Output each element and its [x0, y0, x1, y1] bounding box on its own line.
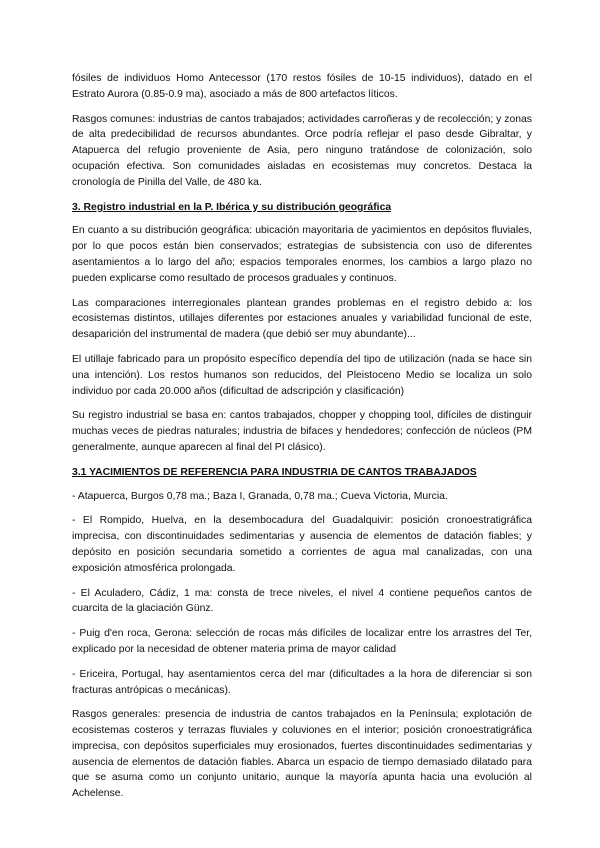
paragraph-rasgos-generales: Rasgos generales: presencia de industria de cantos trabajados en la Península; explotación de ecosistemas costeros y terrazas fluviales y coluviones en el interior; posición cronoestratigráfica imprecisa, con depósitos superficiales muy erosionados, fuertes discontinuidades sedimentarias y ausencia de elementos de datación fiables. Abarca un espacio de tiempo demasiado dilatado para que se asuma como un conjunto unitario, aunque la mayoría apunta hacia una evolución al Achelense. [72, 709, 532, 800]
paragraph-comparaciones: Las comparaciones interregionales plantean grandes problemas en el registro debido a: los ecosistemas distintos, utillajes diferentes por estaciones anuales y variabilidad funcional de este, desaparición del instrumental de madera (que debió ser muy abundante)... [72, 297, 532, 341]
list-item-el-aculadero: - El Aculadero, Cádiz, 1 ma: consta de trece niveles, el nivel 4 contiene pequeños cantos de cuarcita de la glaciación Günz. [72, 587, 532, 615]
paragraph-rasgos-comunes: Rasgos comunes: industrias de cantos trabajados; actividades carroñeras y de recolección; y zonas de alta predecibilidad de recursos abundantes. Orce podría reflejar el paso desde Gibraltar, y Atapuerca del refugio proveniente de Asia, pero ninguno tratándose de colonización, solo ocupación efectiva. Son comunidades aisladas en ecosistemas muy concretos. Destaca la cronología de Pinilla del Valle, de 480 ka. [72, 113, 532, 188]
paragraph-homo-antecessor: fósiles de individuos Homo Antecessor (170 restos fósiles de 10-15 individuos), datado en el Estrato Aurora (0.85-0.9 ma), asociado a más de 800 artefactos líticos. [72, 73, 532, 100]
list-item-el-rompido: - El Rompido, Huelva, en la desembocadura del Guadalquivir: posición cronoestratigráfica imprecisa, con discontinuidades sedimentarias y ausencia de elementos de datación fiables; y depósito en posición secundaria sometido a corrientes de agua mal canalizadas, con una exposición atmosférica prolongada. [72, 515, 532, 574]
list-item-atapuerca: - Atapuerca, Burgos 0,78 ma.; Baza I, Granada, 0,78 ma.; Cueva Victoria, Murcia. [72, 490, 448, 502]
paragraph-registro-industrial: Su registro industrial se basa en: cantos trabajados, chopper y chopping tool, difíciles de distinguir muchas veces de piedras naturales; industria de bifaces y hendedores; confección de núcleos (PM generalmente, aunque aparecen al final del PI clásico). [72, 410, 532, 453]
list-item-puig-den-roca: - Puig d'en roca, Gerona: selección de rocas más difíciles de localizar entre los arrastres del Ter, explicado por la necesidad de obtener materia prima de mayor calidad [72, 628, 532, 655]
document-page [72, 71, 532, 811]
paragraph-utillaje: El utillaje fabricado para un propósito específico dependía del tipo de utilización (nada se hace sin una intención). Los restos humanos son reducidos, del Pleistoceno Medio se localiza un solo individuo por cada 20.000 años (dificultad de adscripción y clasificación) [72, 353, 532, 397]
section-heading-3: 3. Registro industrial en la P. Ibérica y su distribución geográfica [72, 201, 392, 213]
paragraph-distribucion: En cuanto a su distribución geográfica: ubicación mayoritaria de yacimientos en depósitos fluviales, por lo que pocos están bien conservados; estrategias de subsistencia con uso de diferentes asentamientos a lo largo del año; espacios temporales enormes, los cambios a largo plazo no pueden explicarse como resultado de procesos graduales y continuos. [72, 225, 532, 284]
list-item-ericeira: - Ericeira, Portugal, hay asentamientos cerca del mar (dificultades a la hora de diferenciar si son fracturas antrópicas o mecánicas). [72, 668, 532, 696]
section-heading-3-1: 3.1 YACIMIENTOS DE REFERENCIA PARA INDUSTRIA DE CANTOS TRABAJADOS [72, 466, 477, 478]
